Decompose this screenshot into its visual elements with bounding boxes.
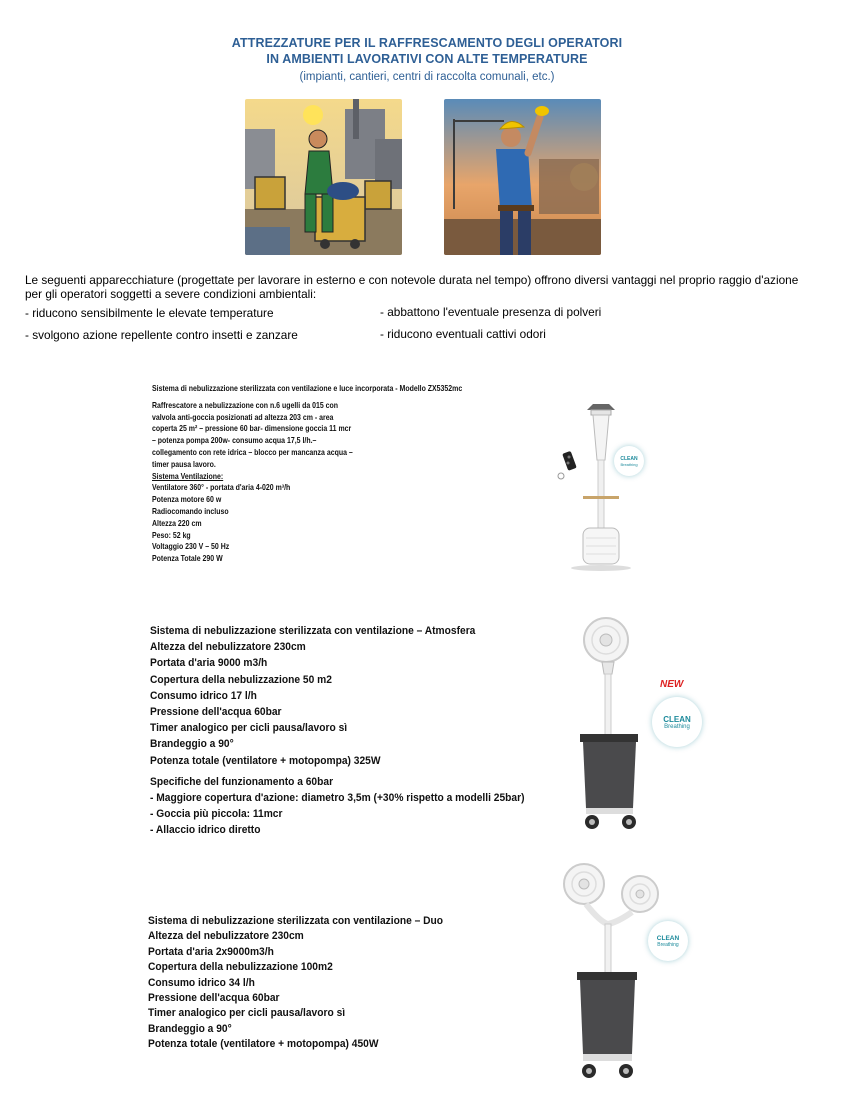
spec-line: Copertura della nebulizzazione 100m2 xyxy=(148,961,333,974)
spec-line: Raffrescatore a nebulizzazione con n.6 ugelli da 015 con xyxy=(152,400,339,410)
product-zx5352mc-image xyxy=(553,400,653,572)
benefit-reduce-odors: - riducono eventuali cattivi odori xyxy=(380,327,546,341)
spec-line: collegamento con rete idrica – blocco per mancanza acqua – xyxy=(152,447,353,457)
breathing-badge-label: Breathing xyxy=(657,941,679,948)
spec-line: Potenza totale (ventilatore + motopompa) 325W xyxy=(150,754,381,767)
spec-line: Peso: 52 kg xyxy=(152,530,191,540)
spec-line: Consumo idrico 34 l/h xyxy=(148,976,255,989)
clean-badge-label: CLEAN xyxy=(663,714,691,724)
clean-badge-label: CLEAN xyxy=(620,455,638,462)
page-title-line-1: ATTREZZATURE PER IL RAFFRESCAMENTO DEGLI OPERATORI xyxy=(231,36,623,50)
new-label: NEW xyxy=(660,679,684,690)
spec-line: Copertura della nebulizzazione 50 m2 xyxy=(150,673,332,686)
benefit-reduce-dust: - abbattono l'eventuale presenza di polveri xyxy=(380,305,602,319)
spec-line: Timer analogico per cicli pausa/lavoro sì xyxy=(150,722,348,735)
spec-line: – potenza pompa 200w- consumo acqua 17,5 l/h.– xyxy=(152,436,317,446)
clean-breathing-badge xyxy=(648,921,688,961)
spec-line: - Goccia più piccola: 11mcr xyxy=(150,808,283,821)
spec-line: Brandeggio a 90° xyxy=(150,738,234,751)
spec-line: Portata d'aria 2x9000m3/h xyxy=(148,945,274,958)
product-atmosfera-image xyxy=(572,612,652,832)
product-title: Sistema di nebulizzazione sterilizzata con ventilazione – Duo xyxy=(148,915,444,927)
construction-worker-photo xyxy=(444,99,601,255)
spec-line: Voltaggio 230 V – 50 Hz xyxy=(152,542,230,552)
benefit-reduce-temperature: - riducono sensibilmente le elevate temperature xyxy=(25,306,274,320)
spec-line: Altezza 220 cm xyxy=(152,518,202,528)
product-title: Sistema di nebulizzazione sterilizzata con ventilazione – Atmosfera xyxy=(150,625,476,637)
spec-line: Specifiche del funzionamento a 60bar xyxy=(150,775,334,788)
spec-line: coperta 25 m² – pressione 60 bar- dimensione goccia 11 mcr xyxy=(152,424,352,434)
spec-line: Potenza motore 60 w xyxy=(152,495,222,505)
spec-line: Timer analogico per cicli pausa/lavoro sì xyxy=(148,1007,346,1020)
product-duo-image xyxy=(560,858,670,1086)
intro-paragraph: Le seguenti apparecchiature (progettate per lavorare in esterno e con notevole durata nel tempo) offrono diversi vantaggi nel proprio raggio d'azione per gli operatori soggetti a severe condizioni ambientali: xyxy=(25,273,799,301)
spec-line: Potenza Totale 290 W xyxy=(152,554,223,564)
page-subtitle: (impianti, cantieri, centri di raccolta comunali, etc.) xyxy=(299,71,555,83)
spec-line: - Allaccio idrico diretto xyxy=(150,824,261,837)
breathing-badge-label: Breathing xyxy=(664,723,690,730)
breathing-badge-label: Breathing xyxy=(620,461,638,467)
spec-line: Consumo idrico 17 l/h xyxy=(150,689,257,702)
clean-breathing-badge xyxy=(652,697,702,747)
page-title-line-2: IN AMBIENTI LAVORATIVI CON ALTE TEMPERATURE xyxy=(266,52,588,66)
spec-line: timer pausa lavoro. xyxy=(152,459,216,469)
spec-line: - Maggiore copertura d'azione: diametro 3,5m (+30% rispetto a modelli 25bar) xyxy=(150,792,525,805)
worker-bins-illustration xyxy=(245,99,402,255)
spec-line: valvola anti-goccia posizionati ad altezza 203 cm - area xyxy=(152,412,334,422)
spec-line: Radiocomando incluso xyxy=(152,506,229,516)
spec-line: Pressione dell'acqua 60bar xyxy=(150,706,282,719)
spec-line: Altezza del nebulizzatore 230cm xyxy=(148,930,304,943)
spec-line: Sistema Ventilazione: xyxy=(152,471,224,481)
benefit-insect-repellent: - svolgono azione repellente contro insetti e zanzare xyxy=(25,328,298,342)
clean-badge-label: CLEAN xyxy=(656,934,680,942)
spec-line: Brandeggio a 90° xyxy=(148,1022,232,1035)
clean-breathing-badge xyxy=(614,446,644,476)
product-duo-specs xyxy=(148,914,443,1053)
product-title: Sistema di nebulizzazione sterilizzata con ventilazione e luce incorporata - Modello ZX5352mc xyxy=(152,384,463,393)
spec-line: Potenza totale (ventilatore + motopompa) 450W xyxy=(148,1038,379,1051)
spec-line: Portata d'aria 9000 m3/h xyxy=(150,657,268,670)
spec-line: Pressione dell'acqua 60bar xyxy=(148,992,280,1005)
product-atmosfera-specs xyxy=(150,623,524,839)
spec-line: Ventilatore 360° - portata d'aria 4-020 m³/h xyxy=(152,483,291,493)
product-zx5352mc-specs xyxy=(152,383,462,565)
spec-line: Altezza del nebulizzatore 230cm xyxy=(150,641,306,654)
